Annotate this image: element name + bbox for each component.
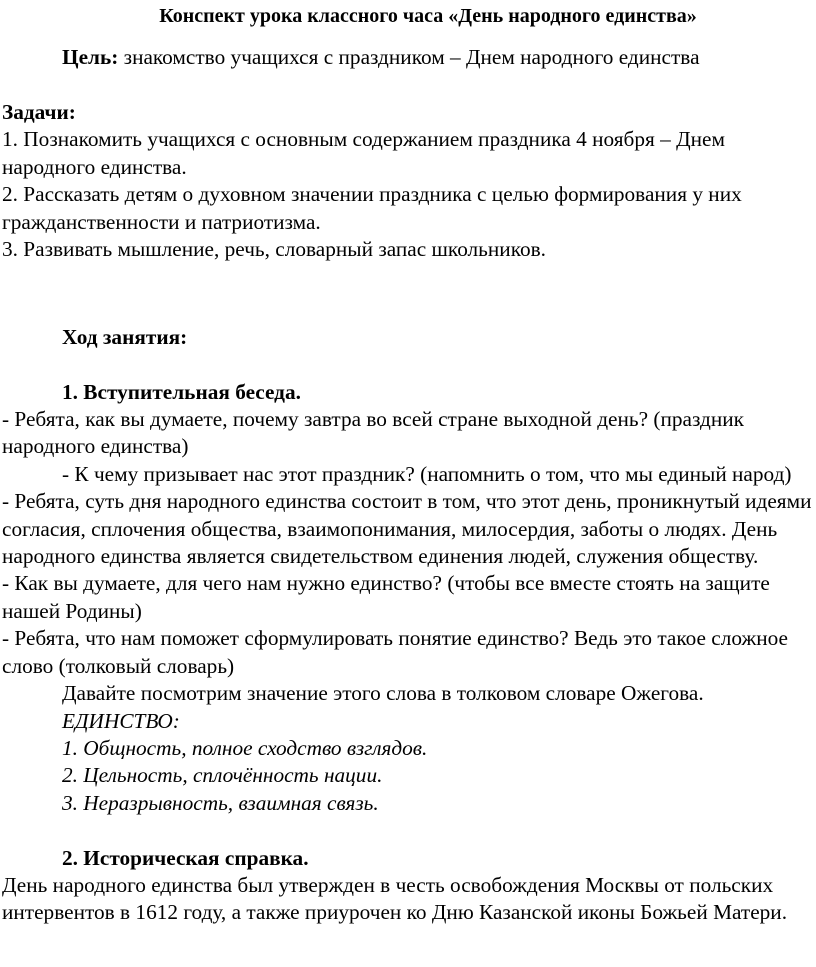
lesson-heading: Ход занятия: bbox=[62, 324, 188, 349]
section2-paragraph-1: День народного единства был утвержден в честь освобождения Москвы от польских интервентов в 1612 году, а также приурочен ко Дню Казанской иконы Божьей Матери. bbox=[2, 872, 788, 925]
document-page bbox=[2, 0, 814, 927]
goal-text: знакомство учащихся с праздником – Днем народного единства bbox=[118, 45, 700, 69]
definition-word: ЕДИНСТВО: bbox=[62, 708, 180, 733]
section1-paragraph-4: - Как вы думаете, для чего нам нужно единство? (чтобы все вместе стоять на защите нашей Родины) bbox=[2, 571, 770, 623]
task-item-2: 2. Рассказать детям о духовном значении праздника с целью формирования у них гражданственности и патриотизма. bbox=[2, 182, 742, 234]
section1-paragraph-5: - Ребята, что нам поможет сформулировать понятие единство? Ведь это такое сложное слово (толковый словарь) bbox=[2, 626, 788, 678]
section2-heading: 2. Историческая справка. bbox=[62, 845, 309, 870]
section1-paragraph-6: Давайте посмотрим значение этого слова в толковом словаре Ожегова. bbox=[62, 681, 704, 706]
section1-paragraph-1: - Ребята, как вы думаете, почему завтра во всей стране выходной день? (праздник народного единства) bbox=[2, 407, 744, 459]
task-item-3: 3. Развивать мышление, речь, словарный запас школьников. bbox=[2, 237, 546, 262]
goal-line bbox=[62, 44, 814, 72]
spacer bbox=[2, 263, 814, 296]
spacer bbox=[2, 72, 814, 99]
spacer bbox=[2, 817, 814, 844]
goal-label: Цель: bbox=[62, 45, 119, 69]
definition-item-2: 2. Цельность, сплочённость нации. bbox=[62, 763, 383, 788]
spacer bbox=[2, 351, 814, 378]
task-item-1: 1. Познакомить учащихся с основным содержанием праздника 4 ноября – Днем народного единства. bbox=[2, 127, 725, 179]
document-title: Конспект урока классного часа «День народного единства» bbox=[159, 5, 697, 27]
section1-paragraph-2: - К чему призывает нас этот праздник? (напомнить о том, что мы единый народ) bbox=[62, 461, 792, 486]
definition-item-3: 3. Неразрывность, взаимная связь. bbox=[62, 790, 379, 815]
section1-heading: 1. Вступительная беседа. bbox=[62, 379, 301, 404]
definition-item-1: 1. Общность, полное сходство взглядов. bbox=[62, 735, 428, 760]
section1-paragraph-3: - Ребята, суть дня народного единства состоит в том, что этот день, проникнутый идеями согласия, сплочения общества, взаимопонимания, милосердия, заботы о людях. День народного единства является свидетельством единения людей, служения обществу. bbox=[2, 489, 812, 569]
spacer bbox=[2, 296, 814, 323]
tasks-heading: Задачи: bbox=[2, 100, 76, 124]
